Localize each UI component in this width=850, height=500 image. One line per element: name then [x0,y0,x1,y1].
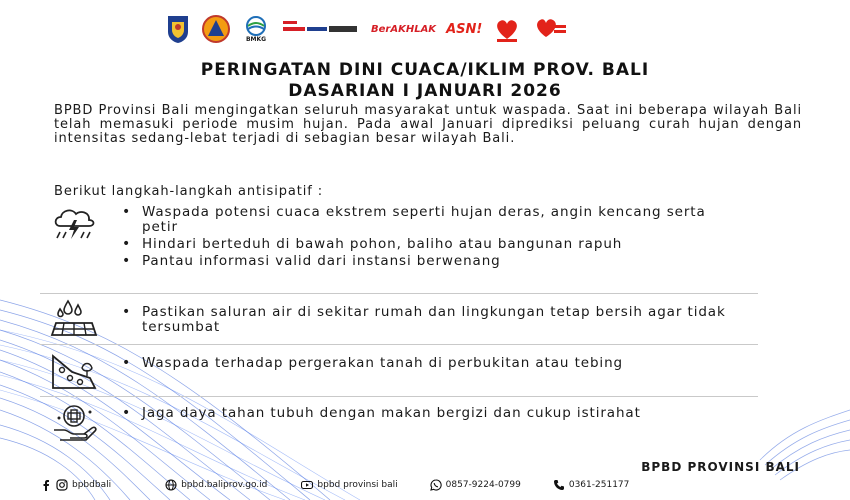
title-line-2: DASARIAN I JANUARI 2026 [288,81,562,101]
drainage-water-icon [50,297,98,341]
website-contact[interactable] [165,479,267,491]
section-divider [40,344,758,345]
youtube-icon [301,479,313,491]
whatsapp-icon [430,479,442,491]
intro-paragraph: BPBD Provinsi Bali mengingatkan seluruh masyarakat untuk waspada. Saat ini beberapa wilayah Bali telah memasuki periode musim hujan. Pada awal Januari diprediksi peluang curah hujan dengan intensitas sedang-lebat terjadi di sebagian besar wilayah Bali. [54,103,802,146]
phone-number: 0361-251177 [568,480,630,490]
section-weather [40,200,760,290]
contact-bar [40,478,820,492]
social-handle: bpbdbali [72,480,112,490]
section-divider [40,293,758,294]
list-item: • Pastikan saluran air di sekitar rumah dan lingkungan tetap bersih agar tidak tersumbat [142,305,732,335]
list-item: • Hindari berteduh di bawah pohon, baliho atau bangunan rapuh [142,237,732,252]
bmkg-label: BMKG [245,35,267,43]
list-item: • Pantau informasi valid dari instansi berwenang [142,254,732,269]
section-health [40,398,760,446]
provinsi-bali-emblem-icon [165,14,191,44]
storm-cloud-icon [50,202,98,246]
phone-icon [553,479,565,491]
list-item: • Waspada terhadap pergerakan tanah di perbukitan atau tebing [142,356,732,371]
health-hand-icon [50,400,98,444]
social-contact[interactable] [40,479,111,491]
bangga-buatan-indonesia-logo [532,15,568,43]
youtube-contact[interactable] [301,479,397,491]
section-drainage [40,295,760,343]
whatsapp-contact[interactable] [430,479,521,491]
title-line-1: PERINGATAN DINI CUACA/IKLIM PROV. BALI [200,60,650,80]
steps-heading: Berikut langkah-langkah antisipatif : [54,184,324,199]
pajak-kuat-indonesia-maju-logo [281,18,361,40]
drainage-bullets [142,305,732,337]
health-bullets [142,406,732,423]
globe-icon [165,479,177,491]
asn-logo: ASN! [446,21,483,37]
phone-contact[interactable] [553,479,630,491]
instagram-icon [56,479,68,491]
youtube-channel: bpbd provinsi bali [317,480,398,490]
list-item: • Jaga daya tahan tubuh dengan makan bergizi dan cukup istirahat [142,406,732,421]
list-item: • Waspada potensi cuaca ekstrem seperti hujan deras, angin kencang serta petir [142,205,732,235]
section-landslide [40,346,760,394]
footer-organization: BPBD PROVINSI BALI [641,460,800,474]
landslide-bullets [142,356,732,373]
website-url: bpbd.baliprov.go.id [181,480,268,490]
facebook-icon [40,479,52,491]
bangga-melayani-bangsa-logo [492,15,522,43]
whatsapp-number: 0857-9224-0799 [445,480,521,490]
landslide-icon [50,348,98,392]
page-title [0,60,850,102]
partner-logos [165,12,665,46]
bmkg-logo-icon [241,16,271,43]
section-divider [40,396,758,397]
berakhlak-logo: BerAKHLAK [371,23,437,35]
weather-bullets [142,205,732,271]
bpbd-emblem-icon [201,14,231,44]
